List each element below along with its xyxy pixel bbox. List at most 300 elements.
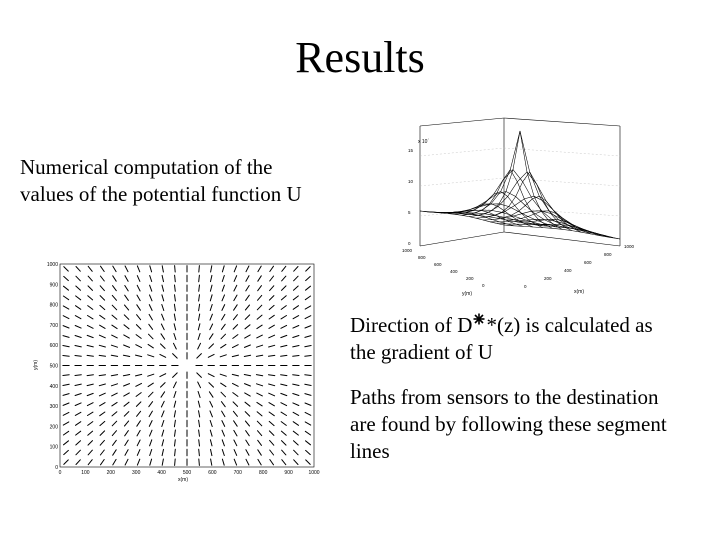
x-tick-label: 0: [58, 470, 62, 476]
left-axis-tick-label: 600: [434, 262, 442, 267]
gradient-segment: [293, 336, 299, 338]
gradient-segment: [112, 412, 117, 416]
gradient-segment: [305, 336, 311, 338]
gradient-segment: [199, 411, 200, 417]
asterisk-symbol-icon: [473, 313, 485, 325]
gradient-segment: [198, 382, 201, 388]
z-tick-label: 0: [408, 241, 411, 246]
gradient-segment: [174, 392, 176, 398]
gradient-segment: [162, 440, 164, 446]
x-tick-label: 200: [106, 470, 115, 476]
gradient-segment: [198, 392, 200, 398]
gradient-segment: [293, 346, 299, 347]
gradient-segment: [221, 334, 226, 339]
gradient-segment: [210, 440, 212, 446]
gradient-segment: [221, 402, 225, 407]
gradient-segment: [197, 354, 202, 359]
gradient-segment: [175, 275, 176, 281]
gradient-segment: [99, 335, 105, 338]
z-tick-label: 5: [408, 210, 411, 215]
gradient-segment: [161, 324, 164, 330]
gradient-segment: [245, 384, 251, 386]
gradient-segment: [208, 374, 214, 377]
gradient-segment: [198, 334, 200, 340]
gradient-segment: [257, 315, 262, 319]
gradient-segment: [63, 412, 69, 415]
gradient-segment: [99, 345, 105, 347]
gradient-segment: [244, 375, 250, 376]
gradient-segment: [101, 266, 105, 271]
gradient-segment: [211, 266, 212, 272]
y-tick-label: 800: [49, 302, 58, 309]
gradient-segment: [198, 324, 200, 330]
y-tick-label: 400: [49, 383, 58, 390]
gradient-segment: [87, 375, 93, 376]
gradient-segment: [75, 336, 81, 338]
gradient-segment: [137, 411, 141, 416]
gradient-segment: [222, 295, 225, 301]
gradient-segment: [294, 450, 299, 455]
gradient-segment: [124, 325, 129, 329]
x-tick-label: 600: [208, 470, 217, 476]
gradient-segment: [175, 430, 176, 436]
gradient-segment: [234, 276, 237, 282]
gradient-segment: [125, 421, 129, 426]
gradient-segment: [76, 267, 80, 272]
gradient-segment: [269, 384, 275, 386]
gradient-segment: [100, 440, 104, 445]
gradient-segment: [270, 460, 274, 465]
gradient-segment: [125, 266, 128, 272]
gradient-segment: [137, 295, 140, 301]
gradient-segment: [63, 375, 69, 376]
gradient-segment: [64, 286, 69, 290]
text-line: are found by following these segment: [350, 412, 667, 436]
x-tick-label: 500: [182, 470, 192, 476]
gradient-segment: [175, 449, 176, 455]
gradient-segment: [100, 276, 104, 281]
gradient-segment: [137, 459, 139, 465]
gradient-segment: [148, 344, 153, 348]
gradient-segment: [137, 440, 140, 446]
gradient-segment: [281, 316, 287, 319]
gradient-segment: [64, 267, 69, 272]
gradient-segment: [174, 304, 175, 310]
gradient-segment: [294, 267, 298, 272]
gradient-segment: [233, 335, 238, 339]
gradient-segment: [149, 314, 152, 320]
gradient-segment: [306, 267, 311, 272]
gradient-segment: [281, 355, 287, 356]
x-tick-label: 400: [157, 470, 166, 476]
gradient-segment: [162, 421, 164, 427]
gradient-segment: [149, 402, 153, 407]
gradient-segment: [88, 422, 93, 426]
gradient-segment: [257, 421, 262, 426]
gradient-segment: [246, 440, 249, 445]
gradient-segment: [100, 286, 104, 291]
gradient-segment: [211, 275, 212, 281]
y-tick-label: 200: [49, 424, 58, 431]
gradient-segment: [282, 266, 286, 271]
gradient-segment: [293, 431, 298, 435]
gradient-segment: [174, 411, 175, 417]
gradient-segment: [294, 441, 299, 445]
gradient-segment: [233, 383, 239, 386]
gradient-segment: [220, 374, 226, 376]
gradient-segment: [125, 305, 129, 310]
gradient-segment: [148, 383, 153, 387]
gradient-segment: [306, 286, 311, 290]
gradient-segment: [100, 450, 104, 455]
x-tick-label: 100: [81, 470, 90, 476]
left-axis-tick-label: 200: [466, 276, 474, 281]
gradient-segment: [87, 393, 93, 395]
gradient-segment: [149, 421, 152, 427]
gradient-segment: [150, 285, 152, 291]
scale-label: x 10´: [418, 139, 430, 145]
gradient-segment: [221, 324, 225, 329]
gradient-segment: [281, 375, 287, 376]
gradient-segment: [233, 411, 237, 416]
gradient-segment: [270, 286, 274, 291]
gradient-segment: [136, 402, 141, 407]
gradient-segment: [64, 460, 69, 465]
text-line: Paths from sensors to the destination: [350, 385, 659, 409]
gradient-segment: [245, 325, 250, 329]
gradient-segment: [124, 345, 130, 347]
gradient-segment: [305, 384, 311, 385]
gradient-segment: [100, 431, 105, 436]
gradient-segment: [305, 296, 310, 300]
gradient-segment: [137, 315, 141, 320]
gradient-segment: [208, 354, 214, 357]
gradient-segment: [270, 450, 274, 455]
gradient-segment: [257, 412, 262, 416]
left-axis-tick-label: 0: [482, 283, 485, 288]
gradient-segment: [136, 374, 142, 376]
gradient-segment: [293, 375, 299, 376]
gradient-segment: [234, 459, 236, 465]
gradient-segment: [75, 384, 81, 385]
text-fragment: Direction of D: [350, 313, 473, 337]
left-axis-tick-label: 400: [450, 269, 458, 274]
gradient-segment: [125, 295, 129, 300]
gradient-segment: [270, 276, 274, 281]
gradient-segment: [112, 325, 117, 329]
gradient-segment: [256, 355, 262, 356]
gradient-segment: [305, 422, 311, 425]
gradient-segment: [281, 422, 286, 426]
gradient-segment: [281, 431, 286, 435]
x-tick-label: 700: [233, 470, 242, 476]
gradient-segment: [305, 346, 311, 347]
mesh-line: [448, 192, 564, 228]
gradient-segment: [76, 431, 81, 435]
gradient-segment: [75, 394, 81, 396]
gradient-segment: [305, 412, 311, 415]
gradient-segment: [197, 373, 202, 378]
gradient-segment: [294, 460, 298, 465]
gradient-segment: [234, 305, 238, 310]
gradient-segment: [75, 356, 81, 357]
gradient-segment: [100, 403, 106, 406]
gradient-segment: [293, 356, 299, 357]
gradient-segment: [162, 275, 163, 281]
gradient-segment: [75, 326, 81, 329]
gradient-segment: [113, 450, 117, 455]
gradient-segment: [64, 276, 69, 280]
gradient-segment: [124, 402, 129, 406]
gradient-segment: [269, 393, 275, 396]
gradient-segment: [161, 392, 165, 397]
axis-label-x: x(m): [178, 477, 188, 483]
gradient-segment: [136, 393, 141, 397]
gradient-segment: [76, 306, 81, 310]
gradient-segment: [124, 335, 130, 338]
gradient-segment: [100, 296, 105, 301]
gradient-segment: [175, 266, 176, 272]
gradient-segment: [221, 383, 226, 387]
gradient-segment: [113, 459, 116, 465]
gradient-segment: [63, 326, 69, 328]
gradient-segment: [258, 450, 262, 455]
gradient-segment: [245, 402, 250, 406]
gradient-segment: [269, 431, 274, 436]
gradient-segment: [234, 295, 237, 301]
gradient-segment: [234, 421, 238, 426]
gradient-segment: [222, 440, 224, 446]
gradient-segment: [270, 266, 274, 271]
gradient-segment: [234, 266, 236, 272]
gradient-segment: [160, 354, 166, 357]
gradient-segment: [125, 459, 128, 465]
gradient-segment: [87, 355, 93, 356]
gradient-segment: [210, 285, 212, 291]
gradient-segment: [246, 266, 249, 272]
gradient-segment: [257, 335, 263, 338]
gradient-segment: [198, 401, 200, 407]
y-tick-label: 1000: [46, 262, 58, 268]
potential-surface-plot: [398, 110, 720, 300]
right-axis-tick-label: 0: [524, 284, 527, 289]
gradient-segment: [258, 266, 261, 272]
gradient-segment: [174, 382, 177, 388]
gradient-segment: [258, 459, 261, 465]
gradient-segment: [88, 286, 93, 291]
gradient-segment: [101, 460, 105, 465]
gradient-segment: [269, 421, 274, 425]
gradient-segment: [199, 285, 200, 291]
gradient-segment: [245, 412, 250, 417]
gradient-segment: [294, 276, 299, 281]
right-axis-tick-label: 1000: [624, 244, 635, 249]
gradient-segment: [245, 315, 250, 320]
gradient-segment: [161, 344, 166, 349]
y-tick-label: 300: [49, 404, 58, 411]
gradient-segment: [209, 383, 214, 388]
gradient-segment: [210, 314, 212, 320]
text-line: Numerical computation of the: [20, 155, 273, 179]
gradient-segment: [222, 430, 225, 436]
gradient-segment: [199, 304, 200, 310]
gradient-segment: [63, 356, 69, 357]
gradient-segment: [63, 316, 69, 319]
gradient-segment: [175, 459, 176, 465]
gradient-segment: [233, 325, 238, 330]
gradient-segment: [282, 286, 287, 291]
gradient-segment: [293, 394, 299, 396]
gradient-segment: [305, 326, 311, 328]
gradient-segment: [76, 450, 81, 455]
gradient-segment: [112, 305, 117, 310]
gradient-segment: [113, 266, 116, 272]
gradient-segment: [209, 334, 213, 339]
gradient-segment: [88, 306, 93, 310]
gradient-segment: [111, 384, 117, 386]
gradient-segment: [199, 295, 200, 301]
gradient-segment: [150, 450, 152, 456]
right-axis-tick-label: 600: [584, 260, 592, 265]
gradient-segment: [76, 296, 81, 300]
gradient-segment: [112, 402, 117, 406]
gradient-segment: [160, 374, 166, 377]
gradient-segment: [257, 393, 263, 396]
gradient-segment: [281, 306, 286, 310]
gradient-segment: [99, 393, 105, 396]
gradient-segment: [222, 276, 224, 282]
gradient-segment: [305, 316, 311, 319]
gradient-segment: [112, 393, 118, 396]
gradient-segment: [112, 335, 118, 338]
gradient-segment: [210, 324, 213, 330]
gradient-segment: [210, 305, 212, 311]
gradient-segment: [305, 375, 311, 376]
gradient-segment: [88, 266, 92, 271]
gradient-segment: [245, 421, 249, 426]
gradient-segment: [113, 276, 117, 281]
gradient-segment: [258, 286, 262, 291]
gradient-segment: [269, 345, 275, 347]
gradient-segment: [75, 403, 81, 406]
gradient-segment: [149, 392, 154, 397]
gradient-segment: [282, 276, 286, 281]
gradient-segment: [209, 344, 214, 349]
gradient-segment: [100, 315, 105, 319]
gradient-segment: [111, 345, 117, 347]
mesh-line: [427, 212, 543, 226]
text-line: values of the potential function U: [20, 182, 302, 206]
gradient-segment: [99, 355, 105, 356]
gradient-segment: [137, 430, 140, 436]
gradient-segment: [124, 384, 130, 386]
gradient-segment: [234, 285, 237, 291]
gradient-segment: [137, 421, 141, 426]
gradient-segment: [269, 335, 275, 338]
gradient-segment: [88, 296, 93, 300]
gradient-segment: [162, 266, 163, 272]
gradient-segment: [234, 450, 237, 456]
gradient-segment: [258, 440, 262, 445]
gradient-segment: [232, 374, 238, 376]
gradient-segment: [125, 286, 128, 291]
gradient-segment: [198, 343, 201, 349]
gradient-segment: [246, 295, 250, 300]
gradient-segment: [87, 325, 93, 328]
text-gradient-direction: [350, 312, 720, 366]
gradient-segment: [257, 305, 262, 310]
gradient-segment: [199, 449, 200, 455]
gradient-segment: [63, 422, 69, 425]
gradient-segment: [281, 335, 287, 337]
y-tick-label: 700: [49, 322, 58, 329]
gradient-segment: [232, 355, 238, 357]
gradient-segment: [100, 325, 106, 328]
gradient-segment: [282, 450, 286, 455]
gradient-segment: [137, 276, 140, 282]
gradient-segment: [162, 411, 164, 417]
gradient-segment: [173, 373, 178, 378]
gradient-segment: [293, 306, 298, 310]
gradient-segment: [209, 392, 213, 397]
gradient-segment: [76, 286, 81, 290]
gradient-segment: [269, 355, 275, 356]
right-axis-tick-label: 200: [544, 276, 552, 281]
gradient-segment: [136, 325, 141, 330]
gradient-segment: [306, 276, 311, 280]
gradient-segment: [281, 412, 287, 415]
text-line: lines: [350, 439, 390, 463]
gradient-segment: [136, 383, 142, 386]
gradient-segment: [125, 276, 128, 282]
gradient-segment: [150, 459, 152, 465]
y-tick-label: 500: [49, 363, 58, 370]
gradient-segment: [150, 430, 153, 436]
gradient-segment: [174, 314, 175, 320]
gradient-segment: [305, 403, 311, 405]
gradient-segment: [150, 276, 152, 282]
gradient-segment: [174, 334, 176, 340]
gradient-segment: [246, 459, 249, 465]
gradient-segment: [161, 401, 164, 407]
gradient-segment: [293, 384, 299, 385]
gradient-segment: [282, 460, 286, 465]
axis-label-y: y(m): [462, 291, 472, 297]
gradient-segment: [100, 305, 105, 309]
gradient-segment: [234, 430, 237, 436]
gradient-segment: [281, 384, 287, 386]
x-tick-label: 300: [132, 470, 141, 476]
gradient-segment: [75, 346, 81, 347]
text-fragment: *(z) is calculated as: [486, 313, 653, 337]
gradient-segment: [269, 403, 275, 406]
gradient-segment: [161, 334, 165, 339]
right-axis-tick-label: 400: [564, 268, 572, 273]
gradient-segment: [222, 305, 225, 311]
gradient-segment: [258, 276, 262, 281]
gradient-segment: [199, 266, 200, 272]
gradient-segment: [199, 420, 200, 426]
gradient-segment: [257, 345, 263, 347]
gradient-segment: [293, 296, 298, 300]
gradient-segment: [136, 345, 142, 348]
x-tick-label: 1000: [308, 470, 320, 476]
gradient-segment: [293, 403, 299, 406]
gradient-segment: [63, 403, 69, 405]
gradient-segment: [220, 355, 226, 357]
gradient-segment: [233, 393, 238, 397]
y-tick-label: 100: [49, 444, 58, 451]
